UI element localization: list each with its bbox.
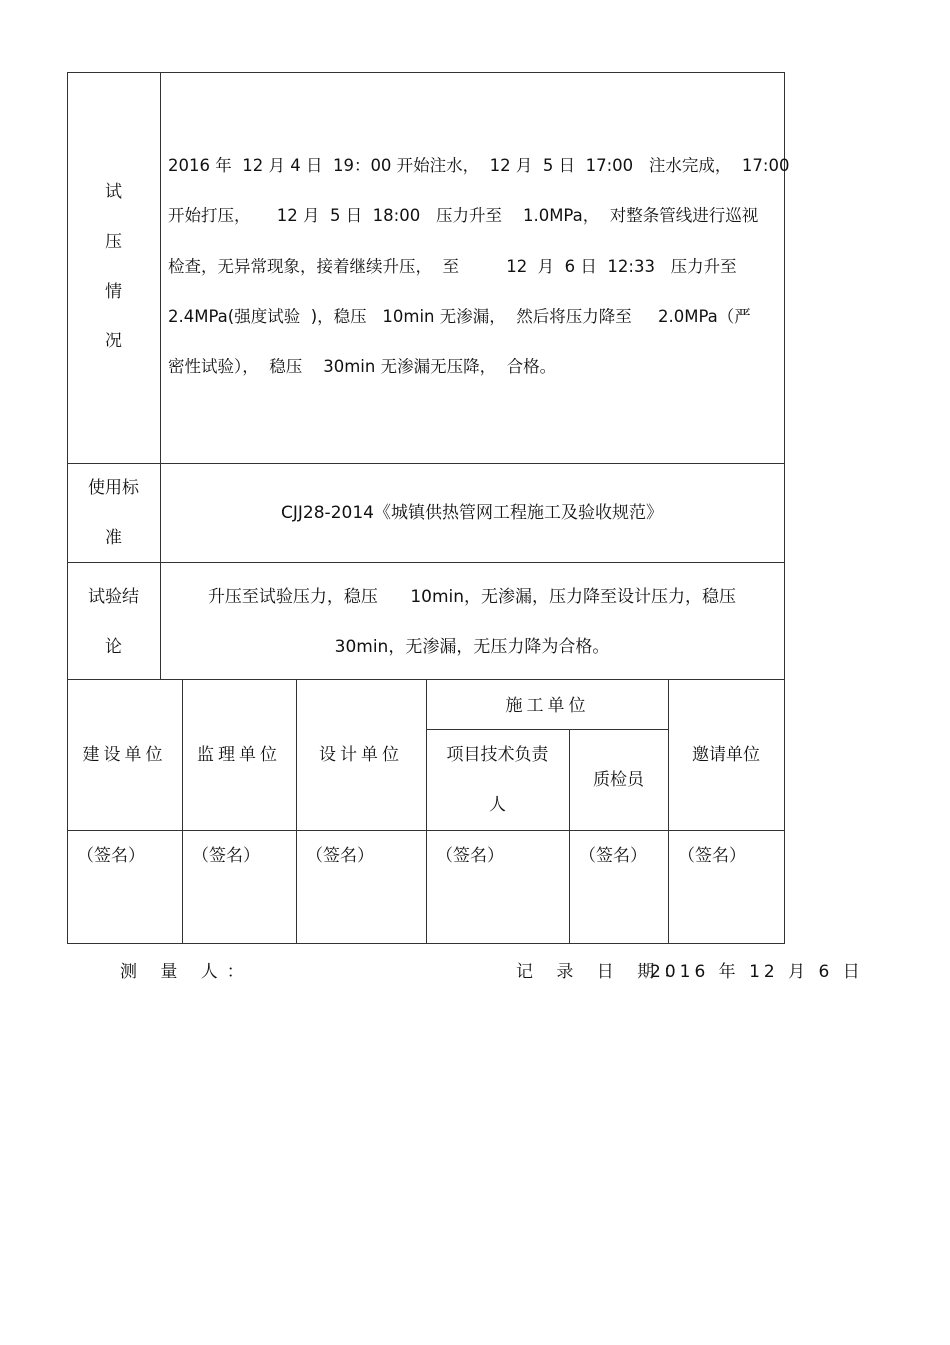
test-line: 2.4MPa(强度试验 )，稳压 10min 无渗漏， 然后将压力降至 2.0MPa（严: [168, 307, 751, 326]
table-border-left: [67, 72, 68, 944]
signature-field-supervision[interactable]: （签名）: [192, 846, 260, 866]
table-border-top: [67, 72, 785, 73]
label-line: 准: [105, 528, 122, 548]
test-line: 开始打压， 12 月 5 日 18:00 压力升至 1.0MPa， 对整条管线进行巡视: [168, 206, 759, 225]
conclusion-line: 30min，无渗漏，无压力降为合格。: [334, 637, 610, 657]
label-char: 况: [105, 331, 122, 351]
divider-test-standard: [67, 463, 785, 464]
table-border-bottom: [67, 943, 785, 944]
design-unit-header: 设计单位: [319, 745, 403, 765]
table-border-right: [784, 72, 785, 944]
contractor-unit-header: 施工单位: [505, 696, 590, 716]
label-char: 压: [105, 232, 122, 252]
construction-unit-header: 建设单位: [82, 745, 167, 765]
signature-col-divider-1: [182, 679, 183, 943]
supervision-unit-header: 监理单位: [197, 745, 281, 765]
header-line: 项目技术负责: [446, 745, 549, 765]
quality-inspector-header: 质检员: [593, 770, 644, 790]
divider-standard-conclusion: [67, 562, 785, 563]
header-line: 人: [489, 795, 506, 815]
label-line: 试验结: [88, 587, 139, 607]
conclusion-line: 升压至试验压力，稳压 10min，无渗漏，压力降至设计压力，稳压: [207, 587, 737, 607]
test-line: 2016 年 12 月 4 日 19：00 开始注水， 12 月 5 日 17:00 注水完成， 17:00: [168, 156, 790, 175]
label-char: 情: [105, 282, 122, 302]
label-char: 试: [105, 182, 122, 202]
signature-field-quality-inspector[interactable]: （签名）: [579, 846, 647, 866]
test-line: 检查，无异常现象，接着继续升压， 至 12 月 6 日 12:33 压力升至: [168, 257, 737, 276]
signature-field-tech-lead[interactable]: （签名）: [436, 846, 504, 866]
standard-value: CJJ28-2014《城镇供热管网工程施工及验收规范》: [281, 503, 663, 523]
record-date-value: 2016 年 12 月 6 日: [650, 962, 864, 982]
signature-field-design[interactable]: （签名）: [306, 846, 374, 866]
record-date-label: 记 录 日 期：: [516, 962, 690, 982]
label-line: 论: [105, 637, 122, 657]
signature-col-divider-4: [569, 729, 570, 943]
invited-unit-header: 邀请单位: [692, 745, 760, 765]
test-line: 密性试验）， 稳压 30min 无渗漏无压降， 合格。: [168, 357, 557, 376]
signature-col-divider-5: [668, 679, 669, 943]
signature-field-invited[interactable]: （签名）: [678, 846, 746, 866]
divider-contractor-subheader: [426, 729, 669, 730]
surveyor-label: 测 量 人：: [120, 962, 253, 982]
signature-field-construction[interactable]: （签名）: [77, 846, 145, 866]
signature-col-divider-2: [296, 679, 297, 943]
label-line: 使用标: [88, 478, 139, 498]
